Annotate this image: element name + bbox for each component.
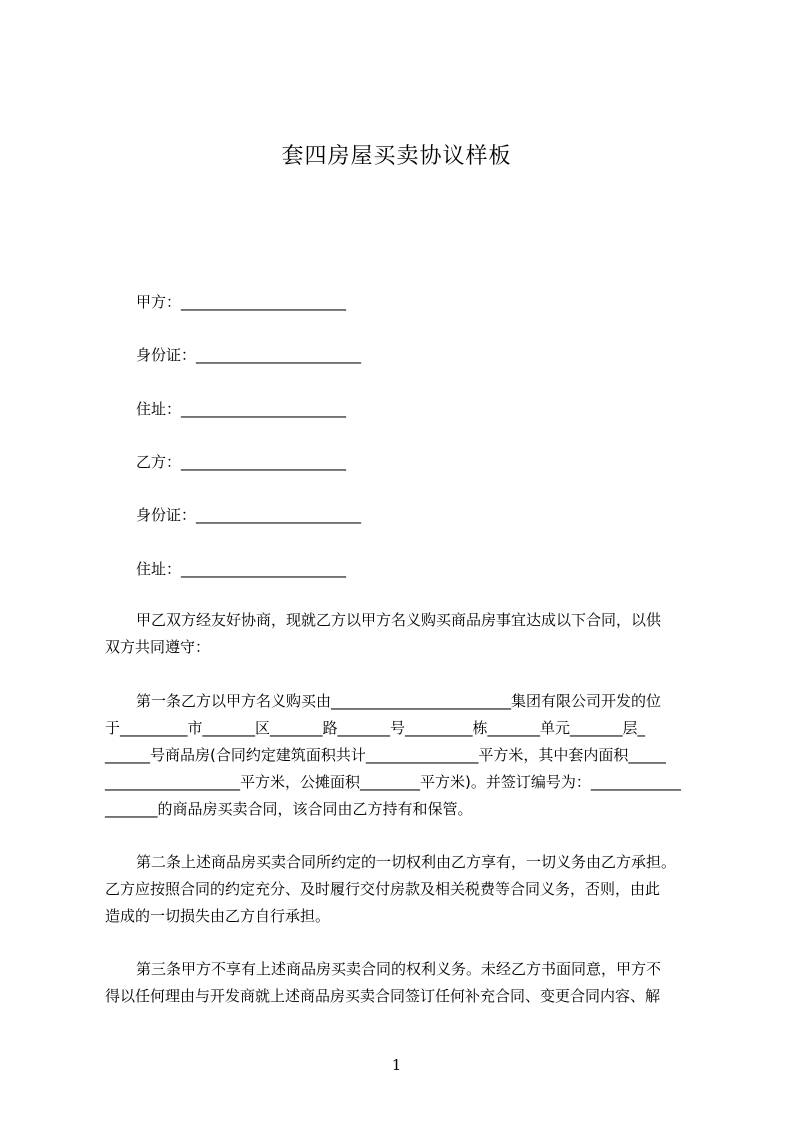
party-a-address-field: 住址：______________________ <box>136 400 347 418</box>
article3-line-1: 第三条甲方不享有上述商品房买卖合同的权利义务。未经乙方书面同意，甲方不 <box>136 960 662 978</box>
party-b-field: 乙方：______________________ <box>136 453 347 471</box>
party-a-field: 甲方：______________________ <box>136 293 347 311</box>
intro-line-2: 双方共同遵守： <box>105 638 211 656</box>
intro-line-1: 甲乙双方经友好协商，现就乙方以甲方名义购买商品房事宜达成以下合同，以供 <box>136 611 662 629</box>
article1-line-3: ______号商品房(合同约定建筑面积共计_______________平方米，其中套内面积_____ <box>105 746 666 764</box>
document-title: 套四房屋买卖协议样板 <box>281 144 512 169</box>
article1-line-1: 第一条乙方以甲方名义购买由________________________集团有限公司开发的位 <box>136 692 662 710</box>
party-b-id-field: 身份证：______________________ <box>136 506 362 524</box>
party-a-id-field: 身份证：______________________ <box>136 346 362 364</box>
article1-line-2: 于_________市_______区_______路_______号_________栋_______单元_______层_ <box>105 719 646 737</box>
article2-line-2: 乙方应按照合同的约定充分、及时履行交付房款及相关税费等合同义务，否则，由此 <box>105 880 661 898</box>
article1-line-4: __________________平方米，公摊面积________平方米)。并签订编号为：____________ <box>105 773 681 791</box>
article2-line-3: 造成的一切损失由乙方自行承担。 <box>105 907 331 925</box>
article2-line-1: 第二条上述商品房买卖合同所约定的一切权利由乙方享有，一切义务由乙方承担。 <box>136 853 677 871</box>
article3-line-2: 得以任何理由与开发商就上述商品房买卖合同签订任何补充合同、变更合同内容、解 <box>105 987 661 1005</box>
article1-line-5: _______的商品房买卖合同，该合同由乙方持有和保管。 <box>105 800 473 818</box>
party-b-address-field: 住址：______________________ <box>136 560 347 578</box>
page-number: 1 <box>391 1056 402 1074</box>
